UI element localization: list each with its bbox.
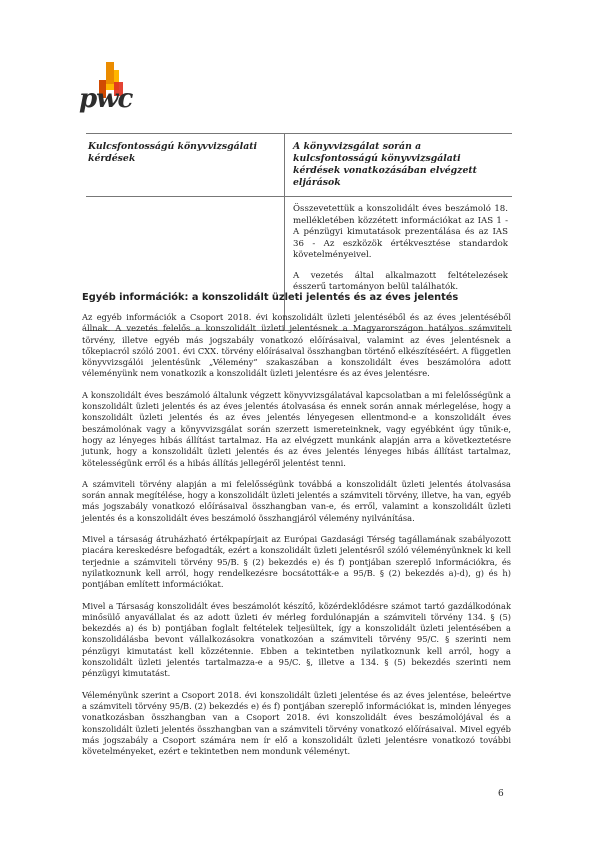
logo-block xyxy=(106,62,114,84)
section-heading: Egyéb információk: a konszolidált üzleti jelentés és az éves jelentés xyxy=(82,292,459,303)
body-paragraph: A számviteli törvény alapján a mi felelősségünk továbbá a konszolidált üzleti jelentés átolvasása során annak megítélése, hogy a konszolidált üzleti jelentés a számviteli törvény, illetve, ha van, egyéb más jogszabály vonatkozó előírásaival összhangban van-e, és erről, valamint a konszolidált üzleti jelentés és a konszolidált éves beszámoló összhangjáról vélemény nyilvánítása. xyxy=(82,478,511,523)
procedure-paragraph: A vezetés által alkalmazott feltételezések ésszerű tartományon belül találhatók. xyxy=(293,270,508,292)
body-paragraph: Véleményünk szerint a Csoport 2018. évi konszolidált üzleti jelentése és az éves jelentése, beleértve a számviteli törvény 95/B. (2) bekezdés e) és f) pontjában szereplő információkat is, minden lényeges vonatkozásban összhangban van a Csoport 2018. évi konszolidált éves beszámolójával és a konszolidált üzleti jelentés összhangban van a számviteli törvény vonatkozó előírásaival. Mivel egyéb más jogszabály a Csoport számára nem ír elő a konszolidált üzleti jelentésre vonatkozó további követelményeket, ezért e tekintetben nem mondunk véleményt. xyxy=(82,689,511,757)
logo-wordmark: pwc xyxy=(79,84,133,114)
body-paragraph: Mivel a Társaság konszolidált éves beszámolót készítő, közérdeklődésre számot tartó gazdálkodónak minősülő anyavállalat és az adott üzleti év mérleg fordulónapján a számviteli törvény 134. § (5) bekezdés a) és b) pontjában foglalt feltételek teljesültek, így a konszolidált üzleti jelentésében a konszolidálásba bevont vállalkozásokra vonatkozóan a számviteli törvény 95/C. § szerinti nem pénzügyi kimutatást kell közzétennie. Ebben a tekintetben nyilatkoznunk kell arról, hogy a konszolidált üzleti jelentés tartalmazza-e a 95/C. §, illetve a 134. § (5) bekezdés szerinti nem pénzügyi kimutatást. xyxy=(82,600,511,679)
body-paragraph: Az egyéb információk a Csoport 2018. évi konszolidált üzleti jelentéséből és az éves jelentéséből állnak. A vezetés felelős a konszolidált üzleti jelentésnek a Magyarországon hatályos számviteli törvény, illetve egyéb más jogszabály vonatkozó előírásaival, valamint az éves jelentésnek a tőkepiacról szóló 2001. évi CXX. törvény előírásaival összhangban történő elkészítéséért. A független könyvvizsgálói jelentésünk „Vélemény” szakaszában a konszolidált éves beszámolóra adott véleményünk nem vonatkozik a konszolidált üzleti jelentésre és az éves jelentésre. xyxy=(82,312,511,379)
body-paragraph: Mivel a társaság átruházható értékpapírjait az Európai Gazdasági Térség tagállamának szabályozott piacára kereskedésre befogadták, ezért a konszolidált üzleti jelentésről szóló véleményünknek ki kell terjednie a számviteli törvény 95/B. § (2) bekezdés e) és f) pontjában szereplő információkra, és nyilatkoznunk kell arról, hogy rendelkezésre bocsátották-e a 95/B. § (2) bekezdés a)-d), g) és h) pontjában említett információkat. xyxy=(82,534,511,590)
page-number: 6 xyxy=(498,789,504,799)
pwc-logo xyxy=(79,62,139,122)
other-information-section xyxy=(82,292,511,767)
body-paragraph: A konszolidált éves beszámoló általunk végzett könyvvizsgálatával kapcsolatban a mi felelősségünk a konszolidált üzleti jelentés és az éves jelentés átolvasása és ennek során annak mérlegelése, hogy a konszolidált üzleti jelentés és az éves jelentés lényegesen ellentmond-e a konszolidált éves beszámolónak vagy a könyvvizsgálat során szerzett ismereteinknek, vagy egyébként úgy tűnik-e, hogy az lényeges hibás állítást tartalmaz. Ha az elvégzett munkánk alapján arra a következtetésre jutunk, hogy a konszolidált üzleti jelentés és az éves jelentés lényeges hibás állítást tartalmaz, kötelességünk erről és a hibás állítás jellegéről jelentést tenni. xyxy=(82,389,511,468)
col2-header: A könyvvizsgálat során a kulcsfontosságú könyvvizsgálati kérdések vonatkozásában elvégzett eljárások xyxy=(293,141,477,188)
procedure-paragraph: Összevetettük a konszolidált éves beszámoló 18. mellékletében közzétett információkat az IAS 1 - A pénzügyi kimutatások prezentálása és az IAS 36 - Az eszközök értékvesztése standardok követelményeivel. xyxy=(293,204,508,260)
table-header-row xyxy=(86,134,512,197)
col1-header: Kulcsfontosságú könyvvizsgálati kérdések xyxy=(86,134,285,196)
